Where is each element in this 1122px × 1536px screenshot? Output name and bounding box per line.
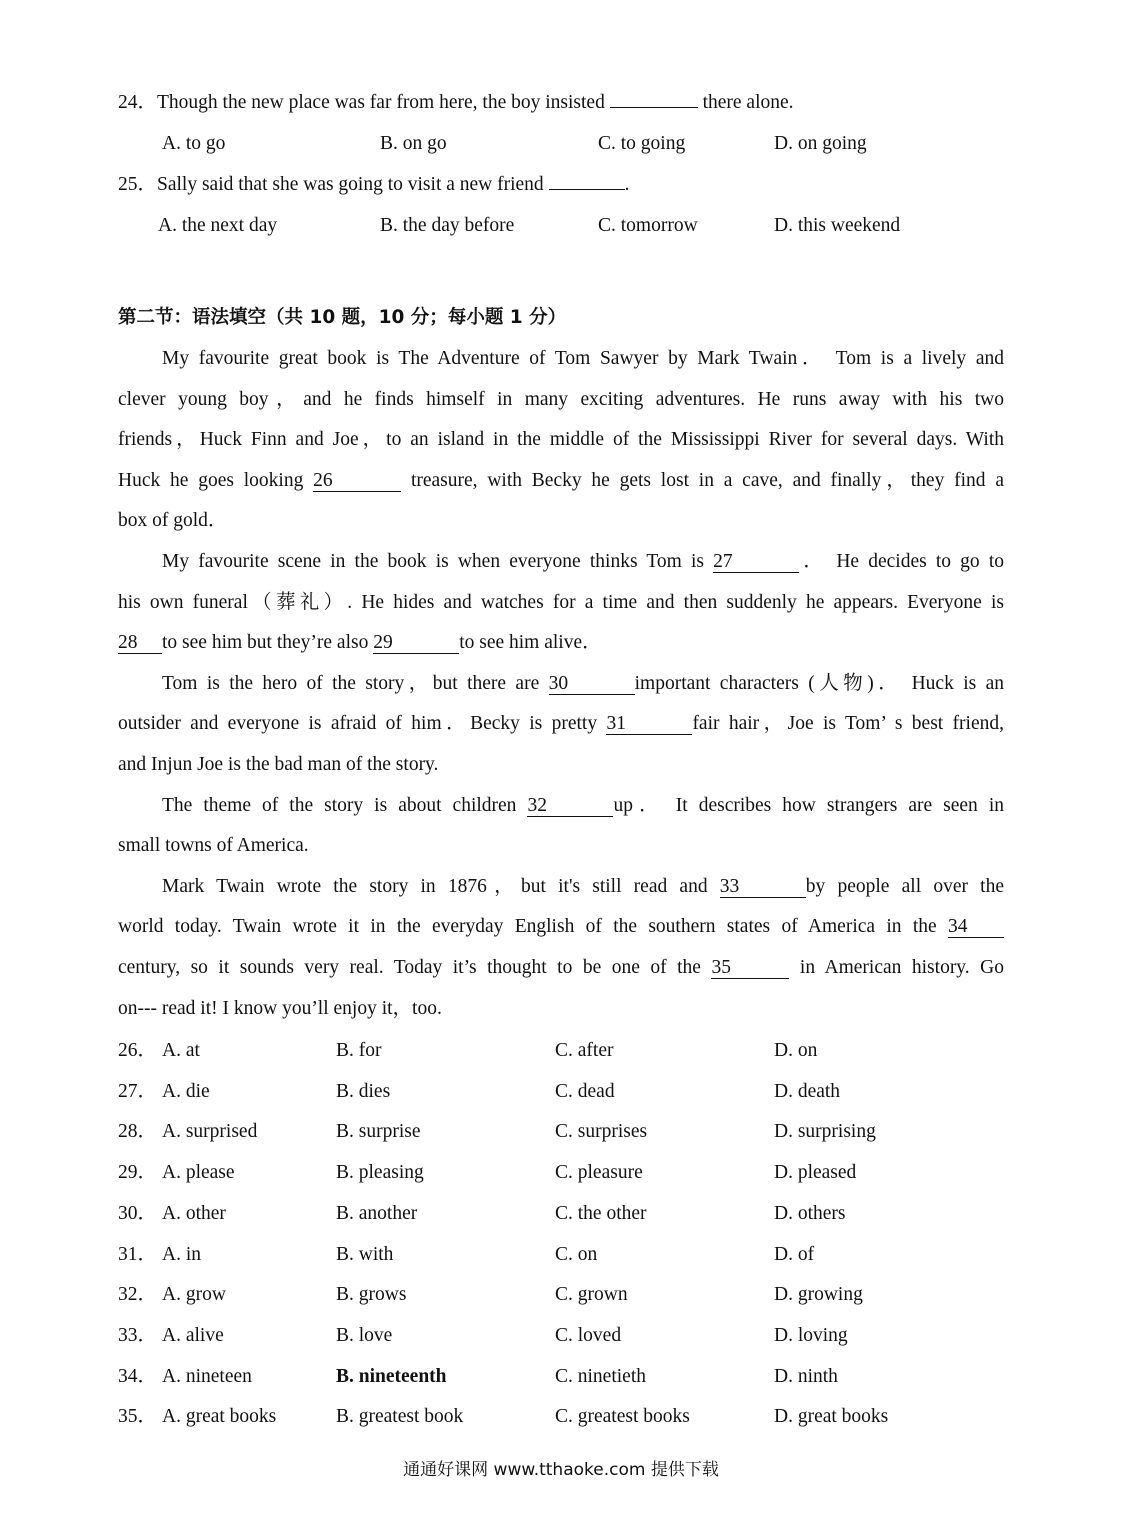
- passage-line: on--- read it! I know you’ll enjoy it，too.: [118, 997, 442, 1019]
- passage-line: clever young boy，and he finds himself in many exciting adventures. He runs away with his two: [118, 388, 1004, 410]
- option-a: A. alive: [162, 1324, 224, 1346]
- option-d: D. ninth: [774, 1365, 838, 1387]
- passage-line: The theme of the story is about children 32 up． It describes how strangers are seen in: [162, 794, 1004, 816]
- q24-option-b: B. on go: [380, 133, 447, 154]
- passage-line: Tom is the hero of the story，but there are 30 important characters (人物)． Huck is an: [162, 672, 1004, 694]
- option-a: A. great books: [162, 1406, 277, 1428]
- option-b: B. another: [336, 1202, 418, 1224]
- blank-29: 29: [373, 633, 459, 654]
- passage-line: box of gold．: [118, 510, 228, 532]
- option-d: D. on: [774, 1040, 818, 1061]
- passage-line: Mark Twain wrote the story in 1876，but it's still read and 33 by people all over the: [162, 875, 1004, 897]
- passage-line: and Injun Joe is the bad man of the story.: [118, 753, 439, 775]
- option-c: C. grown: [555, 1284, 628, 1306]
- blank-26: 26: [313, 471, 401, 492]
- footer: 通通好课网 www.tthaoke.com 提供下载: [403, 1460, 719, 1480]
- option-c: C. surprises: [555, 1121, 648, 1143]
- option-c: C. loved: [555, 1324, 622, 1346]
- option-c: C. ninetieth: [555, 1365, 646, 1387]
- option-b: B. dies: [336, 1080, 391, 1102]
- option-c: C. after: [555, 1040, 614, 1061]
- option-c: C. greatest books: [555, 1406, 690, 1428]
- question-25-stem: 25．Sally said that she was going to visit a new friend .: [118, 174, 630, 195]
- option-b: B. grows: [336, 1284, 407, 1306]
- option-b: B. love: [336, 1324, 393, 1346]
- blank-25: [549, 189, 625, 190]
- option-d: D. surprising: [774, 1121, 876, 1143]
- passage-line: Huck he goes looking 26 treasure, with Becky he gets lost in a cave, and finally，they find a: [118, 469, 1004, 491]
- blank-28: 28: [118, 633, 162, 654]
- question-number: 32．: [118, 1284, 158, 1306]
- option-b: B. with: [336, 1243, 394, 1265]
- option-a: A. in: [162, 1243, 201, 1265]
- passage-line: My favourite great book is The Adventure of Tom Sawyer by Mark Twain． Tom is a lively and: [162, 348, 1004, 369]
- option-c: C. pleasure: [555, 1162, 643, 1184]
- option-a: A. other: [162, 1202, 226, 1224]
- option-b: B. surprise: [336, 1121, 421, 1143]
- option-a: A. nineteen: [162, 1365, 252, 1387]
- option-d: D. of: [774, 1243, 815, 1265]
- blank-24: [610, 107, 698, 108]
- question-number: 27．: [118, 1080, 158, 1102]
- question-number: 35．: [118, 1406, 158, 1428]
- blank-30: 30: [549, 674, 635, 695]
- q25-option-b: B. the day before: [380, 215, 515, 236]
- blank-35: 35: [711, 958, 789, 979]
- option-d: D. great books: [774, 1406, 889, 1428]
- option-d: D. loving: [774, 1324, 848, 1346]
- passage-line: friends，Huck Finn and Joe，to an island in the middle of the Mississippi River for several days. With: [118, 429, 1004, 451]
- option-d: D. growing: [774, 1284, 863, 1306]
- option-b: B. nineteenth: [336, 1365, 447, 1387]
- blank-27: 27: [713, 552, 799, 573]
- passage-line: My favourite scene in the book is when everyone thinks Tom is 27 ． He decides to go to: [162, 550, 1005, 572]
- option-d: D. death: [774, 1080, 841, 1102]
- q25-option-c: C. tomorrow: [598, 215, 698, 236]
- option-a: A. surprised: [162, 1121, 258, 1143]
- option-d: D. others: [774, 1202, 846, 1224]
- blank-34: 34: [948, 917, 1004, 938]
- passage-line: 28 to see him but they’re also 29 to see him alive．: [118, 632, 602, 654]
- question-number: 26．: [118, 1040, 158, 1061]
- question-number: 28．: [118, 1121, 158, 1143]
- blank-32: 32: [527, 796, 613, 817]
- option-b: B. greatest book: [336, 1406, 464, 1428]
- passage: [118, 347, 1004, 1037]
- passage-line: outsider and everyone is afraid of him．Becky is pretty 31 fair hair，Joe is Tom’ s best friend,: [118, 713, 1004, 735]
- option-b: B. pleasing: [336, 1162, 424, 1184]
- option-c: C. on: [555, 1243, 598, 1265]
- question-number: 29．: [118, 1162, 158, 1184]
- option-a: A. at: [162, 1040, 200, 1061]
- q24-option-c: C. to going: [598, 133, 686, 154]
- q24-option-d: D. on going: [774, 133, 867, 154]
- passage-line: his own funeral（葬礼）. He hides and watches for a time and then suddenly he appears. Everyone is: [118, 591, 1004, 613]
- option-c: C. the other: [555, 1202, 647, 1224]
- passage-line: world today. Twain wrote it in the everyday English of the southern states of America in the 34: [118, 915, 1004, 956]
- option-c: C. dead: [555, 1080, 615, 1102]
- passage-line: century, so it sounds very real. Today it’s thought to be one of the 35 in American history. Go: [118, 956, 1004, 978]
- q25-option-a: A. the next day: [158, 215, 278, 236]
- blank-33: 33: [720, 877, 806, 898]
- question-number: 30．: [118, 1202, 158, 1224]
- question-number: 34．: [118, 1365, 158, 1387]
- section-heading: 第二节：语法填空（共 10 题，10 分；每小题 1 分）: [118, 307, 567, 328]
- option-b: B. for: [336, 1040, 382, 1061]
- option-a: A. please: [162, 1162, 235, 1184]
- option-d: D. pleased: [774, 1162, 857, 1184]
- blank-31: 31: [606, 714, 692, 735]
- question-number: 31．: [118, 1243, 158, 1265]
- passage-line: small towns of America.: [118, 835, 309, 857]
- q25-option-d: D. this weekend: [774, 215, 901, 236]
- q24-option-a: A. to go: [162, 133, 226, 154]
- question-24-stem: 24．Though the new place was far from here, the boy insisted there alone.: [118, 92, 794, 113]
- option-a: A. die: [162, 1080, 210, 1102]
- option-a: A. grow: [162, 1284, 226, 1306]
- question-number: 33．: [118, 1324, 158, 1346]
